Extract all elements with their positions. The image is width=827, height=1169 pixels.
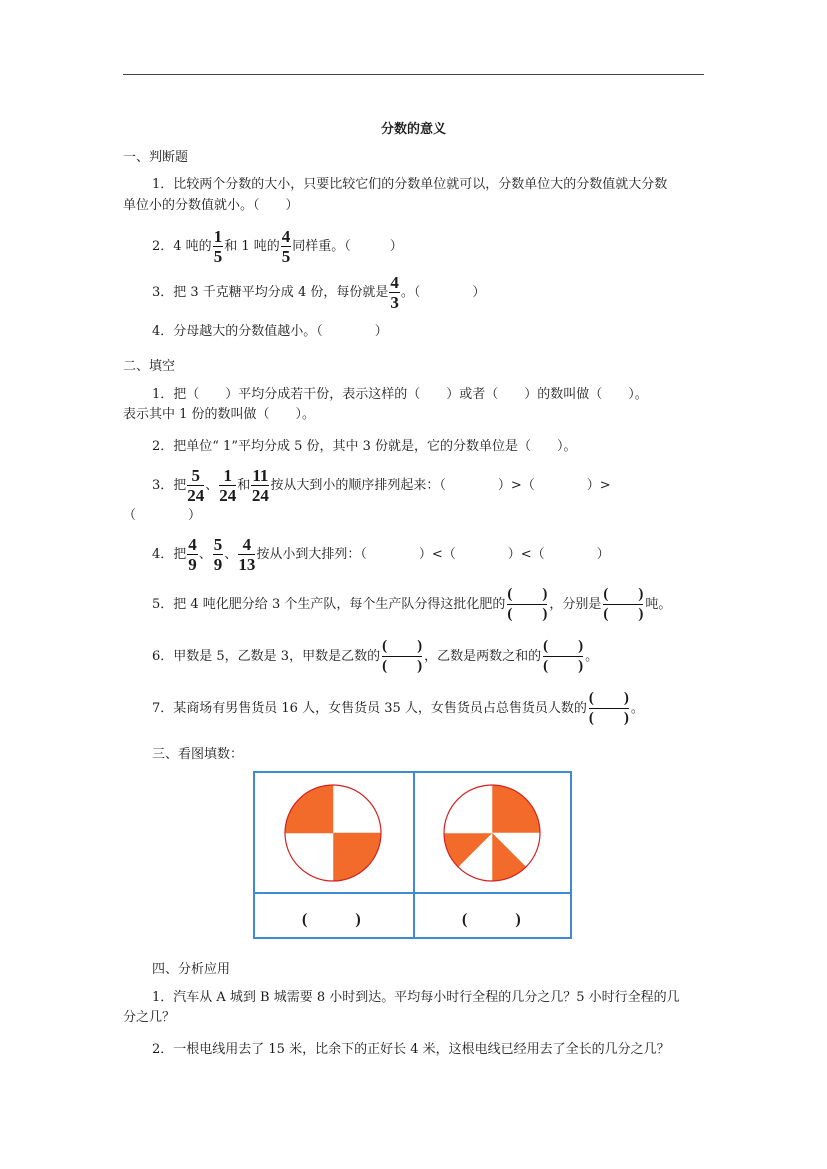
shaded-sector xyxy=(333,833,381,881)
fraction: $\frac{4}{9}$ xyxy=(188,535,197,574)
separator: 、 xyxy=(205,478,219,493)
s2-q4 xyxy=(152,534,610,576)
s1-q3-text-b: 。（ ） xyxy=(400,285,486,300)
circle-diagrams xyxy=(255,773,570,891)
answer-left[interactable]: ( ) xyxy=(302,911,361,928)
separator: 和 xyxy=(237,478,251,493)
s2-q7 xyxy=(152,688,644,730)
s2-q6-text-c: 。 xyxy=(585,649,599,664)
s2-q5-text-a: 5．把 4 吨化肥分给 3 个生产队，每个生产队分得这批化肥的 xyxy=(152,597,506,612)
s1-q2 xyxy=(152,226,403,268)
separator: 、 xyxy=(198,547,212,562)
unshaded-sector xyxy=(285,833,333,881)
blank-fraction[interactable]: $\frac{( )}{( )}$ xyxy=(603,586,644,622)
s1-q2-text-a: 2．4 吨的 xyxy=(152,239,212,254)
s2-q7-text-a: 7．某商场有男售货员 16 人，女售货员 35 人，女售货员占总售货员人数的 xyxy=(152,701,587,716)
s4-q2: 2．一根电线用去了 15 米，比余下的正好长 4 米，这根电线已经用去了全长的几分之几？ xyxy=(152,1042,670,1057)
s2-q6 xyxy=(152,636,598,678)
blank-fraction[interactable]: $\frac{( )}{( )}$ xyxy=(507,586,548,622)
s2-q5 xyxy=(152,584,671,626)
s2-q3-line2: （ ） xyxy=(123,508,202,523)
s2-q4-text-b: 按从小到大排列：（ ）<（ ）<（ ） xyxy=(256,547,610,562)
blank-fraction[interactable]: $\frac{( )}{( )}$ xyxy=(588,690,629,726)
fraction: $\frac{4}{3}$ xyxy=(390,273,399,312)
s2-q4-text-a: 4．把 xyxy=(152,547,187,562)
s2-q7-text-b: 。 xyxy=(630,701,644,716)
table-divider xyxy=(255,892,570,894)
s2-q6-text-b: ，乙数是两数之和的 xyxy=(424,649,542,664)
s1-q1-line1: 1．比较两个分数的大小，只要比较它们的分数单位就可以，分数单位大的分数值就大分数 xyxy=(152,177,668,192)
s2-q3 xyxy=(152,465,611,507)
s1-q3 xyxy=(152,272,485,314)
s2-q6-text-a: 6．甲数是 5，乙数是 3，甲数是乙数的 xyxy=(152,649,381,664)
fraction: $\frac{4}{13}$ xyxy=(238,535,256,574)
fraction: $\frac{1}{5}$ xyxy=(213,227,223,266)
page-title: 分数的意义 xyxy=(380,122,446,137)
s2-q1-line2: 表示其中 1 份的数叫做（ ）。 xyxy=(123,407,316,422)
s4-q1-line2: 分之几？ xyxy=(123,1010,176,1025)
fraction: $\frac{5}{9}$ xyxy=(213,535,223,574)
unshaded-sector xyxy=(333,785,381,833)
s2-q5-text-b: ，分别是 xyxy=(549,597,602,612)
fraction: $\frac{1}{24}$ xyxy=(219,466,237,505)
s2-q2: 2．把单位“ 1”平均分成 5 份，其中 3 份就是，它的分数单位是（ ）。 xyxy=(152,439,577,454)
blank-fraction[interactable]: $\frac{( )}{( )}$ xyxy=(543,638,584,674)
section4-heading: 四、分析应用 xyxy=(152,962,231,977)
s2-q5-text-c: 吨。 xyxy=(645,597,672,612)
s1-q1-line2: 单位小的分数值就小。（ ） xyxy=(123,198,299,213)
separator: 、 xyxy=(224,547,238,562)
section3-heading: 三、看图填数： xyxy=(152,747,244,762)
fraction: $\frac{4}{5}$ xyxy=(281,227,291,266)
fraction: $\frac{11}{24}$ xyxy=(251,466,269,505)
fraction: $\frac{5}{24}$ xyxy=(187,466,205,505)
s2-q3-text-a: 3．把 xyxy=(152,478,187,493)
section2-heading: 二、填空 xyxy=(123,359,176,374)
header-rule xyxy=(123,74,704,75)
s2-q3-text-b: 按从大到小的顺序排列起来：（ ）>（ ）> xyxy=(270,478,611,493)
section1-heading: 一、判断题 xyxy=(123,150,189,165)
shaded-sector xyxy=(285,785,333,833)
s1-q2-text-c: 同样重。（ ） xyxy=(292,239,403,254)
s1-q3-text-a: 3．把 3 千克糖平均分成 4 份，每份就是 xyxy=(152,285,389,300)
left-circle-four-parts xyxy=(285,785,381,881)
blank-fraction[interactable]: $\frac{( )}{( )}$ xyxy=(382,638,423,674)
s1-q4: 4．分母越大的分数值越小。（ ） xyxy=(152,324,388,339)
s4-q1-line1: 1．汽车从 A 城到 B 城需要 8 小时到达。平均每小时行全程的几分之几？5 小时行全程的几 xyxy=(152,990,680,1005)
right-circle-eight-parts xyxy=(444,785,540,881)
answer-right[interactable]: ( ) xyxy=(462,911,521,928)
fraction-figure-table xyxy=(253,771,572,939)
s2-q1-line1: 1．把（ ）平均分成若干份，表示这样的（ ）或者（ ）的数叫做（ ）。 xyxy=(152,387,648,402)
s1-q2-text-b: 和 1 吨的 xyxy=(224,239,280,254)
